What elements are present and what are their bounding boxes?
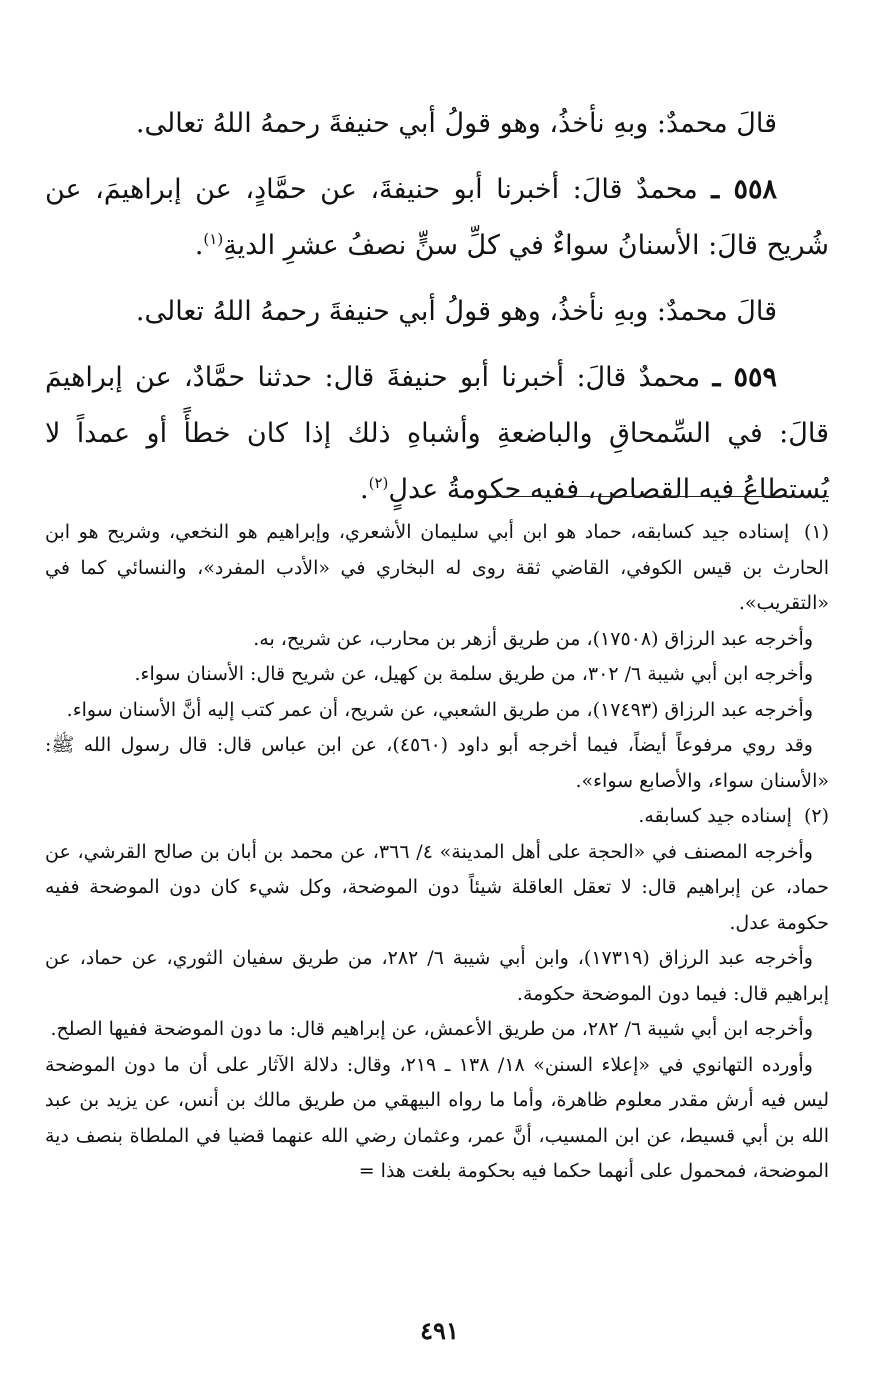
footnotes [45, 515, 829, 1190]
footnote-text: وأخرجه عبد الرزاق (١٧٥٠٨)، من طريق أزهر بن محارب، عن شريح، به. [253, 627, 813, 650]
footnote-text: وأخرجه عبد الرزاق (١٧٤٩٣)، من طريق الشعبي، عن شريح، أن عمر كتب إليه أنَّ الأسنان سواء. [66, 698, 813, 721]
paragraph-comment-2 [45, 284, 829, 340]
footnote-1-line [45, 622, 829, 658]
footnote-2-line [45, 1012, 829, 1048]
footnote-2-line [45, 1048, 829, 1190]
footnote-separator [481, 496, 829, 497]
narration-559 [45, 350, 829, 518]
footnote-1 [45, 515, 829, 622]
footnote-text: وأخرجه ابن أبي شيبة ٦/ ٢٨٢، من طريق الأعمش، عن إبراهيم قال: ما دون الموضحة ففيها الصلح. [50, 1018, 813, 1040]
footnote-text: وأخرجه ابن أبي شيبة ٦/ ٣٠٢، من طريق سلمة بن كهيل، عن شريح قال: الأسنان سواء. [134, 663, 813, 685]
footnote-text: إسناده جيد كسابقه. [638, 805, 792, 827]
page-number: ٤٩١ [420, 1316, 459, 1345]
footnote-text: وأخرجه المصنف في «الحجة على أهل المدينة» ٤/ ٣٦٦، عن محمد بن أبان بن صالح القرشي، عن حماد، عن إبراهيم قال: لا تعقل العاقلة شيئاً دون الموضحة، وكل شيء كان دون الموضحة ففيه حكومة عدل. [45, 840, 829, 934]
narration-text: محمدٌ قالَ: أخبرنا أبو حنيفةَ، عن حمَّادٍ، عن إبراهيمَ، عن شُريح قالَ: الأسنانُ سواءٌ في كلِّ سنٍّ نصفُ عشرِ الديةِ [45, 174, 829, 261]
footnote-mark: (٢) [803, 805, 829, 827]
footnote-ref-2[interactable]: (٢) [368, 474, 389, 492]
footnote-1-line [45, 657, 829, 693]
footnote-text: إسناده جيد كسابقه، حماد هو ابن أبي سليمان الأشعري، وإبراهيم هو النخعي، وشريح هو ابن الحارث بن قيس الكوفي، القاضي ثقة روى له البخاري في «الأدب المفرد»، والنسائي كما في «التقريب». [45, 521, 829, 614]
narration-end: . [359, 474, 369, 505]
footnote-text: وقد روي مرفوعاً أيضاً، فيما أخرجه أبو داود (٤٥٦٠)، عن ابن عباس قال: قال رسول الله ﷺ: «الأسنان سواء، والأصابع سواء». [45, 734, 829, 792]
footnote-2-line [45, 835, 829, 942]
narration-558 [45, 162, 829, 274]
narration-number: ٥٥٨ ـ [711, 174, 777, 205]
footnote-2 [45, 799, 829, 835]
footnote-text: وأخرجه عبد الرزاق (١٧٣١٩)، وابن أبي شيبة ٦/ ٢٨٢، من طريق سفيان الثوري، عن حماد، عن إبراهيم قال: فيما دون الموضحة حكومة. [45, 947, 829, 1005]
footnote-1-line [45, 693, 829, 729]
paragraph-text: قالَ محمدٌ: وبهِ نأخذُ، وهو قولُ أبي حنيفةَ رحمهُ اللهُ تعالى. [135, 108, 777, 139]
narration-end: . [194, 230, 204, 261]
paragraph-comment-1 [45, 96, 829, 152]
footnote-ref-1[interactable]: (١) [203, 230, 224, 248]
footnote-1-line [45, 728, 829, 799]
footnote-mark: (١) [803, 521, 829, 543]
paragraph-text: قالَ محمدٌ: وبهِ نأخذُ، وهو قولُ أبي حنيفةَ رحمهُ اللهُ تعالى. [135, 296, 777, 327]
main-text [45, 96, 829, 528]
footnote-2-line [45, 941, 829, 1012]
narration-number: ٥٥٩ ـ [712, 362, 777, 393]
footnote-text: وأورده التهانوي في «إعلاء السنن» ١٨/ ١٣٨ ـ ٢١٩، وقال: دلالة الآثار على أن ما دون الموضحة ليس فيه أرش مقدر معلوم ظاهرة، وأما ما رواه البيهقي من طريق مالك بن أنس، عن يزيد بن عبد الله بن أبي قسيط، عن ابن المسيب، أنَّ عمر، وعثمان رضي الله عنهما قضيا في الملطاة بنصف دية الموضحة، فمحمول على أنهما حكما فيه بحكومة بلغت هذا = [45, 1053, 829, 1182]
narration-text: محمدٌ قالَ: أخبرنا أبو حنيفةَ قال: حدثنا حمَّادٌ، عن إبراهيمَ قالَ: في السِّمحاقِ والباضعةِ وأشباهِ ذلك إذا كان خطأً أو عمداً لا يُستطاعُ فيه القصاص، ففيه حكومةُ عدلٍ [45, 362, 829, 505]
